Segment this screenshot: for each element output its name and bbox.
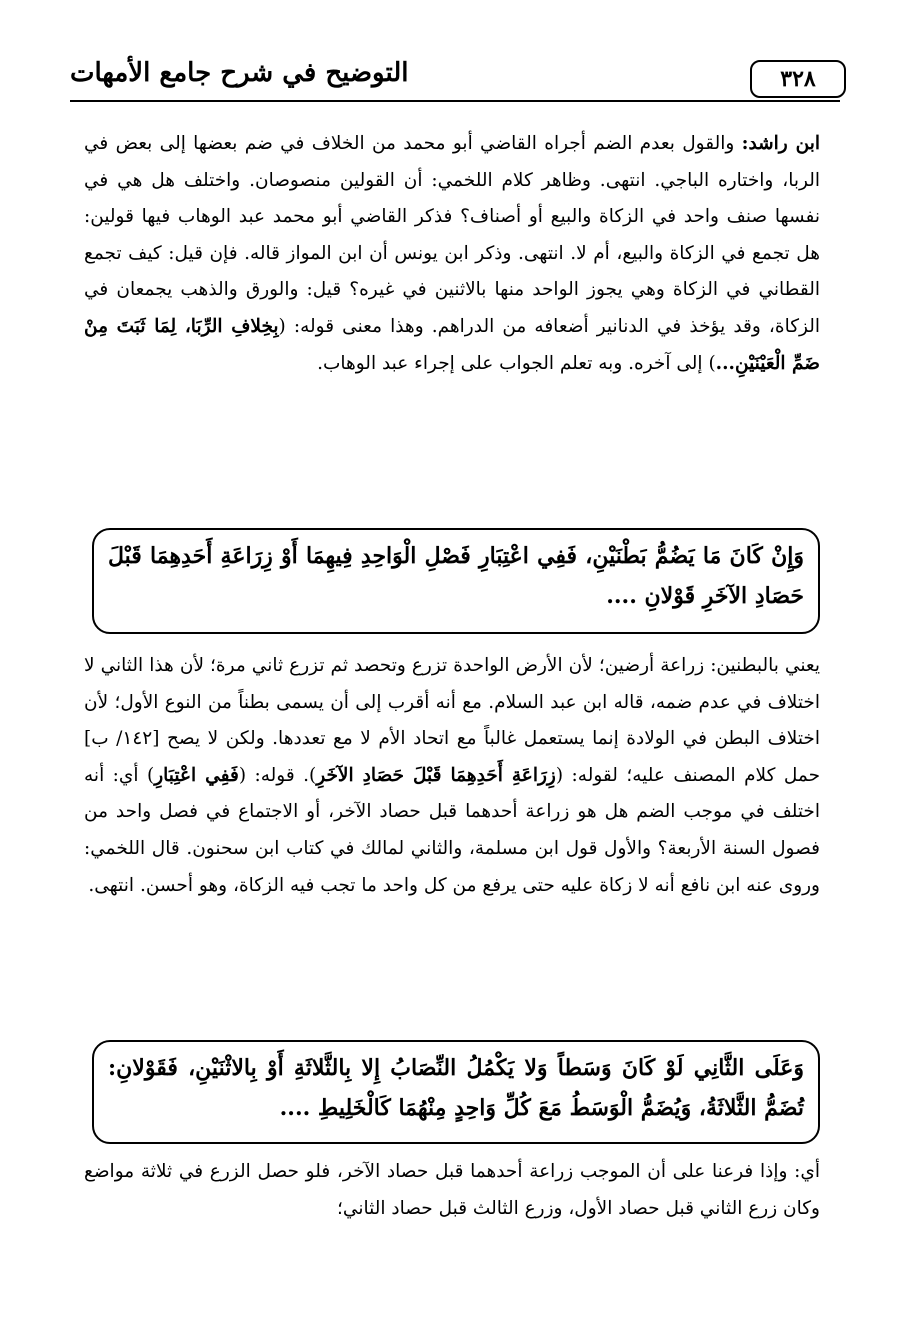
paragraph-text: والقول بعدم الضم أجراه القاضي أبو محمد من الخلاف في ضم بعضها إلى بعض في الربا، واختاره الباجي. انتهى. وظاهر كلام اللخمي: أن القولين منصوصان. واختلف هل هي في نفسها صنف واحد في الزكاة والبيع أو أصناف؟ فذكر القاضي أبو محمد عبد الوهاب فيها قولين: هل تجمع في الزكاة والبيع، أم لا. انتهى. وذكر ابن يونس أن ابن المواز قاله. فإن قيل: كيف تجمع القطاني في الزكاة وهي يجوز الواحد منها بالاثنين في غيره؟ قيل: والورق والذهب يجمعان في الزكاة، وقد يؤخذ في الدنانير أضعافه من الدراهم. وهذا معنى قوله: ( (84, 133, 820, 337)
paragraph-text: يعني بالبطنين: زراعة أرضين؛ لأن الأرض الواحدة تزرع وتحصد ثم تزرع ثاني مرة؛ لأن هذا الثاني لا اختلاف في عدم ضمه، قاله ابن عبد السلام. مع أنه أقرب إلى أن يسمى بطناً من النوع الأول؛ لأن اختلاف البطن في الولادة إنما يستعمل غالباً مع اتحاد الأم لا مع تعددها. ولكن لا يصح [١٤٢/ ب] حمل كلام المصنف عليه؛ لقوله: ( (84, 655, 821, 786)
page-number: ٣٢٨ (750, 60, 846, 98)
paragraph-text: ) إلى آخره. وبه تعلم الجواب على إجراء عبد الوهاب. (317, 352, 716, 374)
commentary-paragraph-3: أي: وإذا فرعنا على أن الموجب زراعة أحدهما قبل حصاد الآخر، فلو حصل الزرع في ثلاثة مواضع وكان زرع الثاني قبل حصاد الأول، وزرع الثالث قبل حصاد الثاني؛ (84, 1161, 820, 1219)
paragraph-lead: ابن راشد: (741, 133, 820, 154)
commentary-paragraph-1 (84, 126, 820, 382)
paragraph-text: ). قوله: ( (238, 764, 317, 786)
matn-quote: بِخِلافِ الرِّبَا، لِمَا ثَبَتَ مِنْ ضَمِّ الْعَيْنَيْنِ... (84, 315, 820, 374)
matn-quote: زِرَاعَةِ أَحَدِهِمَا قَبْلَ حَصَادِ الآخَرِ (316, 764, 556, 786)
matn-box-1: وَإِنْ كَانَ مَا يَضُمُّ بَطْنَيْنِ، فَفِي اعْتِبَارِ فَصْلِ الْوَاحِدِ فِيهِمَا أَوْ زِرَاعَةِ أَحَدِهِمَا قَبْلَ حَصَادِ الآخَرِ قَوْلانِ .... (92, 528, 820, 634)
matn-box-2: وَعَلَى الثَّانِي لَوْ كَانَ وَسَطاً وَلا يَكْمُلُ النِّصَابُ إِلا بِالثَّلاثَةِ أَوْ بِالاثْنَيْنِ، فَقَوْلانِ: تُضَمُّ الثَّلاثَةُ، وَيُضَمُّ الْوَسَطُ مَعَ كُلِّ وَاحِدٍ مِنْهُمَا كَالْخَلِيطِ .... (92, 1040, 820, 1144)
page-header (70, 52, 840, 102)
paragraph-text: ) أي: أنه اختلف في موجب الضم هل هو زراعة أحدهما قبل حصاد الآخر، أو الاجتماع في فصل واحد من فصول السنة الأربعة؟ والأول قول ابن مسلمة، والثاني لمالك في كتاب ابن سحنون. قال اللخمي: وروى عنه ابن نافع أنه لا زكاة عليه حتى يرفع من كل واحد ما تجب فيه الزكاة، وهو أحسن. انتهى. (84, 764, 820, 896)
matn-quote: فَفِي اعْتِبَارِ (154, 764, 239, 786)
running-title: التوضيح في شرح جامع الأمهات (70, 58, 409, 88)
commentary-paragraph-2 (84, 648, 820, 904)
header-divider (70, 100, 840, 102)
